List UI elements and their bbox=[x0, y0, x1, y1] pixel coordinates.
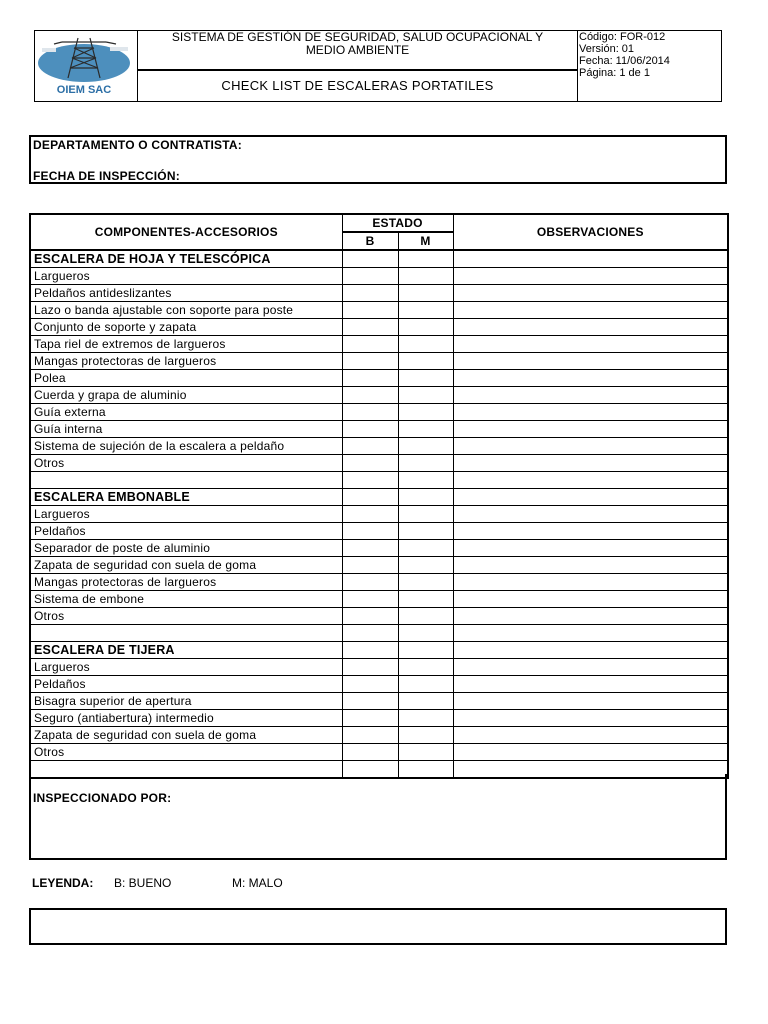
component-name: Mangas protectoras de largueros bbox=[30, 353, 342, 370]
b-cell[interactable] bbox=[342, 302, 398, 319]
table-row bbox=[30, 421, 728, 438]
component-name: Conjunto de soporte y zapata bbox=[30, 319, 342, 336]
component-name: Guía interna bbox=[30, 421, 342, 438]
component-name bbox=[30, 472, 342, 489]
b-cell[interactable] bbox=[342, 404, 398, 421]
component-name: Otros bbox=[30, 455, 342, 472]
component-name: Separador de poste de aluminio bbox=[30, 540, 342, 557]
b-cell[interactable] bbox=[342, 472, 398, 489]
m-cell[interactable] bbox=[398, 506, 453, 523]
table-row bbox=[30, 268, 728, 285]
observation-cell[interactable] bbox=[453, 489, 728, 506]
section-title: ESCALERA EMBONABLE bbox=[30, 489, 342, 506]
component-name: Largueros bbox=[30, 659, 342, 676]
m-cell[interactable] bbox=[398, 727, 453, 744]
b-cell[interactable] bbox=[342, 557, 398, 574]
doc-code: Código: FOR-012 bbox=[579, 31, 666, 43]
observation-cell[interactable] bbox=[453, 319, 728, 336]
checklist-table-wrap bbox=[29, 213, 727, 779]
m-cell[interactable] bbox=[398, 268, 453, 285]
observation-cell[interactable] bbox=[453, 268, 728, 285]
component-name: Otros bbox=[30, 608, 342, 625]
b-cell[interactable] bbox=[342, 523, 398, 540]
component-name: Largueros bbox=[30, 506, 342, 523]
table-row bbox=[30, 370, 728, 387]
observation-cell[interactable] bbox=[453, 472, 728, 489]
component-name bbox=[30, 625, 342, 642]
table-header-row bbox=[30, 214, 728, 232]
legend bbox=[32, 876, 283, 890]
b-cell[interactable] bbox=[342, 370, 398, 387]
m-cell[interactable] bbox=[398, 710, 453, 727]
section-title: ESCALERA DE TIJERA bbox=[30, 642, 342, 659]
m-cell[interactable] bbox=[398, 302, 453, 319]
component-name: Guía externa bbox=[30, 404, 342, 421]
table-row bbox=[30, 625, 728, 642]
m-cell[interactable] bbox=[398, 455, 453, 472]
logo-cell bbox=[34, 30, 138, 102]
b-cell[interactable] bbox=[342, 438, 398, 455]
component-name: Sistema de embone bbox=[30, 591, 342, 608]
table-row bbox=[30, 336, 728, 353]
component-name: Zapata de seguridad con suela de goma bbox=[30, 727, 342, 744]
component-name: Polea bbox=[30, 370, 342, 387]
b-cell[interactable] bbox=[342, 285, 398, 302]
table-row bbox=[30, 319, 728, 336]
observation-cell[interactable] bbox=[453, 608, 728, 625]
department-box bbox=[29, 135, 727, 184]
b-cell[interactable] bbox=[342, 250, 398, 268]
b-cell[interactable] bbox=[342, 489, 398, 506]
m-cell[interactable] bbox=[398, 421, 453, 438]
component-name: Lazo o banda ajustable con soporte para poste bbox=[30, 302, 342, 319]
component-name: Largueros bbox=[30, 268, 342, 285]
component-name: Peldaños antideslizantes bbox=[30, 285, 342, 302]
observation-cell[interactable] bbox=[453, 353, 728, 370]
b-cell[interactable] bbox=[342, 336, 398, 353]
observation-cell[interactable] bbox=[453, 727, 728, 744]
legend-label: LEYENDA: bbox=[32, 876, 94, 890]
m-cell[interactable] bbox=[398, 591, 453, 608]
m-cell[interactable] bbox=[398, 438, 453, 455]
observation-cell[interactable] bbox=[453, 676, 728, 693]
table-row bbox=[30, 557, 728, 574]
m-cell[interactable] bbox=[398, 489, 453, 506]
b-cell[interactable] bbox=[342, 676, 398, 693]
observation-cell[interactable] bbox=[453, 302, 728, 319]
table-row bbox=[30, 608, 728, 625]
table-row bbox=[30, 693, 728, 710]
section-row bbox=[30, 250, 728, 268]
table-row bbox=[30, 659, 728, 676]
b-cell[interactable] bbox=[342, 693, 398, 710]
b-cell[interactable] bbox=[342, 710, 398, 727]
m-cell[interactable] bbox=[398, 659, 453, 676]
table-row bbox=[30, 744, 728, 761]
inspected-box bbox=[29, 774, 727, 860]
inspected-label: INSPECCIONADO POR: bbox=[33, 791, 172, 805]
component-name: Seguro (antiabertura) intermedio bbox=[30, 710, 342, 727]
observation-cell[interactable] bbox=[453, 693, 728, 710]
table-row bbox=[30, 506, 728, 523]
m-cell[interactable] bbox=[398, 574, 453, 591]
svg-text:OIEM SAC: OIEM SAC bbox=[56, 84, 112, 96]
document-codes bbox=[579, 31, 721, 79]
observation-cell[interactable] bbox=[453, 574, 728, 591]
b-cell[interactable] bbox=[342, 574, 398, 591]
observation-cell[interactable] bbox=[453, 625, 728, 642]
observations-header: OBSERVACIONES bbox=[453, 214, 728, 250]
observation-cell[interactable] bbox=[453, 506, 728, 523]
b-cell[interactable] bbox=[342, 387, 398, 404]
m-cell[interactable] bbox=[398, 250, 453, 268]
m-cell[interactable] bbox=[398, 404, 453, 421]
m-cell[interactable] bbox=[398, 642, 453, 659]
checklist-table bbox=[29, 213, 729, 779]
component-name: Otros bbox=[30, 744, 342, 761]
m-cell[interactable] bbox=[398, 557, 453, 574]
b-cell[interactable] bbox=[342, 421, 398, 438]
m-cell[interactable] bbox=[398, 625, 453, 642]
m-cell[interactable] bbox=[398, 285, 453, 302]
table-row bbox=[30, 285, 728, 302]
component-name: Tapa riel de extremos de largueros bbox=[30, 336, 342, 353]
m-header: M bbox=[398, 232, 453, 250]
component-name: Zapata de seguridad con suela de goma bbox=[30, 557, 342, 574]
table-row bbox=[30, 387, 728, 404]
m-cell[interactable] bbox=[398, 693, 453, 710]
table-row bbox=[30, 676, 728, 693]
b-cell[interactable] bbox=[342, 659, 398, 676]
b-cell[interactable] bbox=[342, 608, 398, 625]
table-row bbox=[30, 591, 728, 608]
inspection-date-label: FECHA DE INSPECCIÓN: bbox=[33, 169, 180, 183]
components-header: COMPONENTES-ACCESORIOS bbox=[30, 214, 342, 250]
component-name: Mangas protectoras de largueros bbox=[30, 574, 342, 591]
department-label: DEPARTAMENTO O CONTRATISTA: bbox=[33, 138, 242, 152]
b-cell[interactable] bbox=[342, 353, 398, 370]
m-cell[interactable] bbox=[398, 608, 453, 625]
b-cell[interactable] bbox=[342, 506, 398, 523]
section-row bbox=[30, 489, 728, 506]
component-name: Cuerda y grapa de aluminio bbox=[30, 387, 342, 404]
table-row bbox=[30, 302, 728, 319]
observation-cell[interactable] bbox=[453, 557, 728, 574]
component-name: Bisagra superior de apertura bbox=[30, 693, 342, 710]
b-cell[interactable] bbox=[342, 455, 398, 472]
company-logo-icon bbox=[34, 30, 136, 100]
observation-cell[interactable] bbox=[453, 642, 728, 659]
b-cell[interactable] bbox=[342, 540, 398, 557]
m-cell[interactable] bbox=[398, 676, 453, 693]
section-row bbox=[30, 642, 728, 659]
m-cell[interactable] bbox=[398, 353, 453, 370]
notes-box bbox=[29, 908, 727, 945]
checklist-title: CHECK LIST DE ESCALERAS PORTATILES bbox=[138, 70, 578, 102]
section-title: ESCALERA DE HOJA Y TELESCÓPICA bbox=[30, 250, 342, 268]
b-cell[interactable] bbox=[342, 727, 398, 744]
observation-cell[interactable] bbox=[453, 250, 728, 268]
observation-cell[interactable] bbox=[453, 455, 728, 472]
b-cell[interactable] bbox=[342, 625, 398, 642]
b-cell[interactable] bbox=[342, 319, 398, 336]
observation-cell[interactable] bbox=[453, 540, 728, 557]
observation-cell[interactable] bbox=[453, 404, 728, 421]
table-row bbox=[30, 540, 728, 557]
b-cell[interactable] bbox=[342, 744, 398, 761]
doc-date: Fecha: 11/06/2014 bbox=[579, 55, 670, 67]
component-name: Sistema de sujeción de la escalera a peldaño bbox=[30, 438, 342, 455]
component-name: Peldaños bbox=[30, 523, 342, 540]
table-row bbox=[30, 710, 728, 727]
m-cell[interactable] bbox=[398, 540, 453, 557]
legend-b: B: BUENO bbox=[114, 876, 172, 890]
observation-cell[interactable] bbox=[453, 285, 728, 302]
m-cell[interactable] bbox=[398, 336, 453, 353]
legend-m: M: MALO bbox=[232, 876, 283, 890]
table-row bbox=[30, 523, 728, 540]
b-cell[interactable] bbox=[342, 642, 398, 659]
table-row bbox=[30, 727, 728, 744]
m-cell[interactable] bbox=[398, 472, 453, 489]
observation-cell[interactable] bbox=[453, 744, 728, 761]
observation-cell[interactable] bbox=[453, 370, 728, 387]
m-cell[interactable] bbox=[398, 744, 453, 761]
m-cell[interactable] bbox=[398, 319, 453, 336]
b-header: B bbox=[342, 232, 398, 250]
observation-cell[interactable] bbox=[453, 336, 728, 353]
table-row bbox=[30, 438, 728, 455]
b-cell[interactable] bbox=[342, 591, 398, 608]
observation-cell[interactable] bbox=[453, 710, 728, 727]
table-row bbox=[30, 472, 728, 489]
observation-cell[interactable] bbox=[453, 438, 728, 455]
b-cell[interactable] bbox=[342, 268, 398, 285]
observation-cell[interactable] bbox=[453, 421, 728, 438]
doc-page: Página: 1 de 1 bbox=[579, 67, 650, 79]
table-row bbox=[30, 455, 728, 472]
observation-cell[interactable] bbox=[453, 387, 728, 404]
doc-version: Versión: 01 bbox=[579, 43, 635, 55]
m-cell[interactable] bbox=[398, 370, 453, 387]
observation-cell[interactable] bbox=[453, 591, 728, 608]
table-row bbox=[30, 574, 728, 591]
system-title: SISTEMA DE GESTIÓN DE SEGURIDAD, SALUD OCUPACIONAL Y MEDIO AMBIENTE bbox=[138, 30, 578, 70]
table-row bbox=[30, 353, 728, 370]
component-name: Peldaños bbox=[30, 676, 342, 693]
m-cell[interactable] bbox=[398, 387, 453, 404]
table-row bbox=[30, 404, 728, 421]
observation-cell[interactable] bbox=[453, 659, 728, 676]
estado-header: ESTADO bbox=[342, 214, 453, 232]
observation-cell[interactable] bbox=[453, 523, 728, 540]
m-cell[interactable] bbox=[398, 523, 453, 540]
